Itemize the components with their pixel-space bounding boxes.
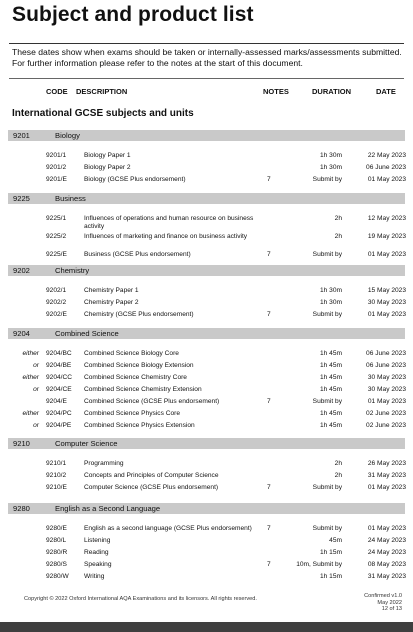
unit-code: 9225/E xyxy=(46,251,67,258)
unit-code: 9201/E xyxy=(46,176,67,183)
column-header-code: CODE xyxy=(46,87,68,96)
page-title: Subject and product list xyxy=(12,3,254,26)
unit-description: Reading xyxy=(84,549,109,556)
unit-date: 01 May 2023 xyxy=(367,176,406,183)
unit-duration: 45m xyxy=(329,537,342,544)
footer-version-block xyxy=(364,593,402,613)
subject-group-code: 9202 xyxy=(13,266,30,275)
qualifier: either xyxy=(22,374,39,381)
subject-group-code: 9204 xyxy=(13,329,30,338)
unit-description: Chemistry Paper 1 xyxy=(84,287,139,294)
column-header-description: DESCRIPTION xyxy=(76,87,128,96)
unit-description: Chemistry (GCSE Plus endorsement) xyxy=(84,311,194,318)
unit-notes: 7 xyxy=(267,251,271,258)
unit-date: 12 May 2023 xyxy=(367,215,406,222)
qualifier: either xyxy=(22,350,39,357)
unit-duration: Submit by xyxy=(312,525,342,532)
unit-notes: 7 xyxy=(267,561,271,568)
unit-code: 9280/S xyxy=(46,561,67,568)
unit-duration: 1h 45m xyxy=(320,374,342,381)
unit-duration: 1h 30m xyxy=(320,299,342,306)
subject-group-name: Combined Science xyxy=(55,329,119,338)
column-header-date: DATE xyxy=(376,87,396,96)
unit-date: 30 May 2023 xyxy=(367,299,406,306)
unit-duration: 1h 45m xyxy=(320,410,342,417)
unit-description: Combined Science Biology Extension xyxy=(84,362,194,369)
unit-code: 9210/E xyxy=(46,484,67,491)
subject-group-name: Chemistry xyxy=(55,266,90,275)
unit-description: Computer Science (GCSE Plus endorsement) xyxy=(84,484,219,491)
unit-description: Combined Science Physics Extension xyxy=(84,422,195,429)
unit-date: 31 May 2023 xyxy=(367,573,406,580)
unit-notes: 7 xyxy=(267,398,271,405)
unit-date: 08 May 2023 xyxy=(367,561,406,568)
unit-notes: 7 xyxy=(267,176,271,183)
unit-code: 9204/CE xyxy=(46,386,72,393)
subject-group-header xyxy=(8,328,405,339)
unit-date: 02 June 2023 xyxy=(366,410,406,417)
unit-code: 9204/PC xyxy=(46,410,72,417)
column-header-notes: NOTES xyxy=(263,87,289,96)
unit-code: 9202/1 xyxy=(46,287,67,294)
unit-description: English as a second language (GCSE Plus endorsement) xyxy=(84,525,252,532)
footer-version: Confirmed v1.0 xyxy=(364,593,402,599)
section-title: International GCSE subjects and units xyxy=(12,108,194,119)
unit-date: 31 May 2023 xyxy=(367,472,406,479)
unit-duration: 2h xyxy=(334,233,342,240)
unit-date: 01 May 2023 xyxy=(367,311,406,318)
unit-code: 9280/E xyxy=(46,525,67,532)
unit-notes: 7 xyxy=(267,484,271,491)
unit-date: 06 June 2023 xyxy=(366,362,406,369)
unit-description: Listening xyxy=(84,537,111,544)
unit-description: Programming xyxy=(84,460,124,467)
unit-duration: 1h 30m xyxy=(320,287,342,294)
unit-date: 01 May 2023 xyxy=(367,398,406,405)
unit-description: Combined Science Chemistry Core xyxy=(84,374,187,381)
unit-duration: 1h 15m xyxy=(320,549,342,556)
unit-code: 9210/1 xyxy=(46,460,67,467)
subject-group-name: Computer Science xyxy=(55,439,118,448)
subject-group-code: 9201 xyxy=(13,131,30,140)
unit-description: Biology (GCSE Plus endorsement) xyxy=(84,176,186,183)
footer-copyright: Copyright © 2022 Oxford International AQA Examinations and its licensors. All rights reserved. xyxy=(24,596,257,602)
unit-duration: 1h 45m xyxy=(320,422,342,429)
unit-code: 9280/R xyxy=(46,549,68,556)
unit-duration: 1h 15m xyxy=(320,573,342,580)
unit-description: Concepts and Principles of Computer Science xyxy=(84,472,219,479)
unit-date: 06 June 2023 xyxy=(366,164,406,171)
unit-description: Biology Paper 2 xyxy=(84,164,131,171)
qualifier: either xyxy=(22,410,39,417)
unit-code: 9225/1 xyxy=(46,215,67,222)
subject-group-header xyxy=(8,438,405,449)
unit-code: 9210/2 xyxy=(46,472,67,479)
unit-description: Combined Science Chemistry Extension xyxy=(84,386,202,393)
subject-group-header xyxy=(8,193,405,204)
unit-duration: 1h 45m xyxy=(320,350,342,357)
unit-date: 01 May 2023 xyxy=(367,484,406,491)
column-header-duration: DURATION xyxy=(312,87,352,96)
unit-code: 9204/CC xyxy=(46,374,73,381)
unit-duration: 2h xyxy=(334,215,342,222)
unit-description: Writing xyxy=(84,573,105,580)
unit-code: 9204/PE xyxy=(46,422,72,429)
subject-group-code: 9210 xyxy=(13,439,30,448)
unit-notes: 7 xyxy=(267,525,271,532)
unit-description: Speaking xyxy=(84,561,112,568)
unit-duration: Submit by xyxy=(312,311,342,318)
unit-duration: Submit by xyxy=(312,398,342,405)
unit-date: 30 May 2023 xyxy=(367,386,406,393)
unit-duration: Submit by xyxy=(312,176,342,183)
subject-group-header xyxy=(8,130,405,141)
subject-group-code: 9280 xyxy=(13,504,30,513)
subject-group-header xyxy=(8,503,405,514)
subject-group-name: Business xyxy=(55,194,86,203)
unit-duration: Submit by xyxy=(312,484,342,491)
unit-date: 02 June 2023 xyxy=(366,422,406,429)
unit-description: Chemistry Paper 2 xyxy=(84,299,139,306)
unit-date: 24 May 2023 xyxy=(367,549,406,556)
unit-code: 9225/2 xyxy=(46,233,67,240)
unit-duration: 2h xyxy=(334,472,342,479)
unit-duration: 1h 45m xyxy=(320,386,342,393)
unit-code: 9202/2 xyxy=(46,299,67,306)
subject-group-name: English as a Second Language xyxy=(55,504,161,513)
unit-code: 9204/E xyxy=(46,398,67,405)
unit-date: 30 May 2023 xyxy=(367,374,406,381)
qualifier: or xyxy=(33,362,39,369)
unit-duration: 10m, Submit by xyxy=(296,561,342,568)
qualifier: or xyxy=(33,422,39,429)
unit-description: Business (GCSE Plus endorsement) xyxy=(84,251,191,258)
unit-description: Influences of marketing and finance on business activity xyxy=(84,233,248,240)
unit-date: 06 June 2023 xyxy=(366,350,406,357)
subject-group-name: Biology xyxy=(55,131,80,140)
unit-date: 26 May 2023 xyxy=(367,460,406,467)
unit-date: 01 May 2023 xyxy=(367,525,406,532)
unit-duration: Submit by xyxy=(312,251,342,258)
unit-description: Combined Science Physics Core xyxy=(84,410,181,417)
unit-date: 24 May 2023 xyxy=(367,537,406,544)
unit-date: 22 May 2023 xyxy=(367,152,406,159)
unit-duration: 1h 45m xyxy=(320,362,342,369)
unit-code: 9202/E xyxy=(46,311,67,318)
unit-code: 9204/BE xyxy=(46,362,72,369)
unit-description: Influences of operations and human resource on business activity xyxy=(84,215,254,230)
unit-code: 9201/1 xyxy=(46,152,67,159)
unit-duration: 1h 30m xyxy=(320,152,342,159)
unit-description: Biology Paper 1 xyxy=(84,152,131,159)
unit-date: 01 May 2023 xyxy=(367,251,406,258)
unit-date: 19 May 2023 xyxy=(367,233,406,240)
unit-description: Combined Science (GCSE Plus endorsement) xyxy=(84,398,220,405)
intro-text: These dates show when exams should be taken or internally-assessed marks/assessments submitted. For further information please refer to the notes at the start of this document. xyxy=(12,47,402,68)
footer-month: May 2022 xyxy=(377,599,402,606)
unit-code: 9204/BC xyxy=(46,350,72,357)
unit-duration: 2h xyxy=(334,460,342,467)
qualifier: or xyxy=(33,386,39,393)
unit-duration: 1h 30m xyxy=(320,164,342,171)
bottom-bar xyxy=(0,622,413,632)
subject-group-header xyxy=(8,265,405,276)
subject-group-code: 9225 xyxy=(13,194,30,203)
unit-code: 9280/L xyxy=(46,537,67,544)
unit-date: 15 May 2023 xyxy=(367,287,406,294)
unit-code: 9201/2 xyxy=(46,164,67,171)
unit-code: 9280/W xyxy=(46,573,69,580)
unit-notes: 7 xyxy=(267,311,271,318)
footer-page-number: 12 of 13 xyxy=(381,606,402,613)
unit-description: Combined Science Biology Core xyxy=(84,350,179,357)
